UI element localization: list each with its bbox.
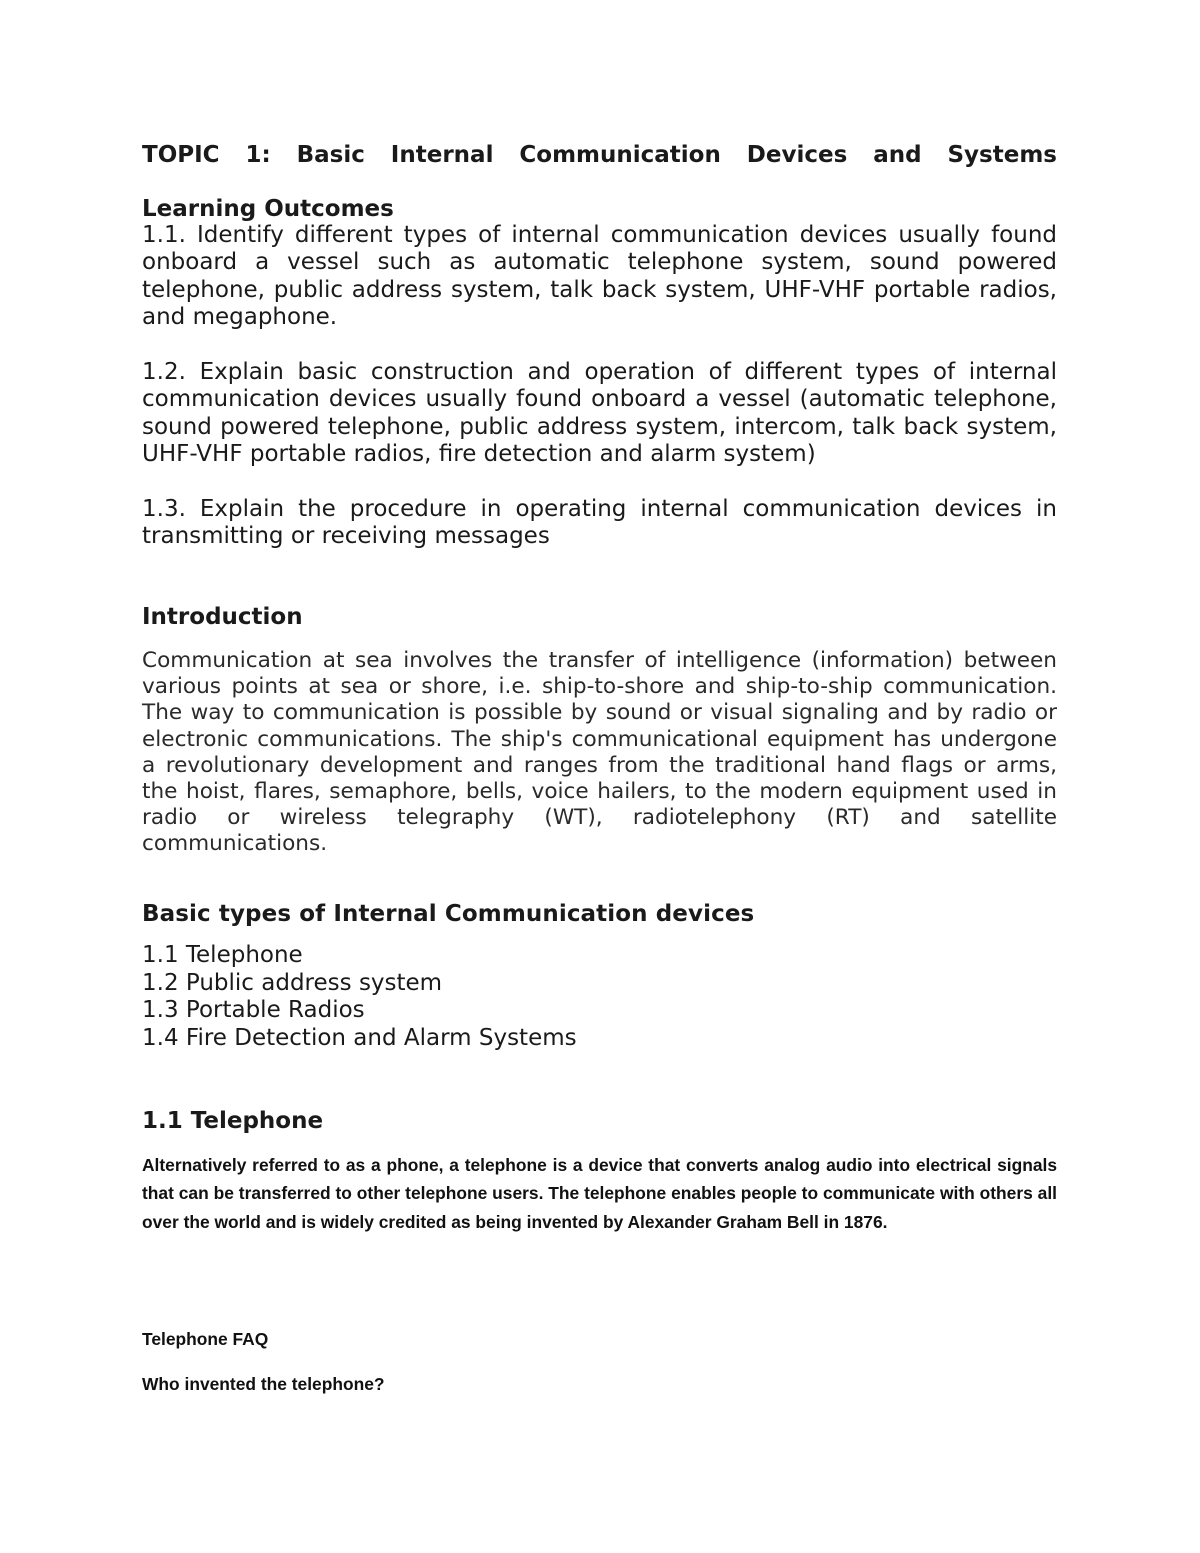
introduction-heading: Introduction (142, 604, 303, 630)
basic-types-heading: Basic types of Internal Communication devices (142, 901, 755, 927)
list-item: 1.1 Telephone (142, 942, 303, 968)
list-item: 1.3 Portable Radios (142, 997, 365, 1023)
learning-outcome-2: 1.2. Explain basic construction and operation of different types of internal communication devices usually found onboard a vessel (automatic telephone, sound powered telephone, public address system, intercom, talk back system, UHF-VHF portable radios, fire detection and alarm system) (142, 359, 1057, 467)
learning-outcomes-heading: Learning Outcomes (142, 196, 394, 222)
telephone-paragraph: Alternatively referred to as a phone, a telephone is a device that converts analog audio into electrical signals that can be transferred to other telephone users. The telephone enables people to communicate with others all over the world and is widely credited as being invented by Alexander Graham Bell in 1876. (142, 1155, 1057, 1232)
learning-outcome-1: 1.1. Identify different types of internal communication devices usually found onboard a vessel such as automatic telephone system, sound powered telephone, public address system, talk back system, UHF-VHF portable radios, and megaphone. (142, 222, 1057, 330)
list-item: 1.2 Public address system (142, 969, 443, 996)
learning-outcome-3: 1.3. Explain the procedure in operating internal communication devices in transmitting or receiving messages (142, 496, 1057, 550)
list-item: 1.4 Fire Detection and Alarm Systems (142, 1024, 577, 1051)
document-title: TOPIC 1: Basic Internal Communication Devices and Systems (142, 142, 1057, 168)
basic-types-list (142, 942, 1057, 1052)
telephone-faq-heading: Telephone FAQ (142, 1329, 269, 1349)
telephone-heading: 1.1 Telephone (142, 1108, 324, 1134)
introduction-paragraph: Communication at sea involves the transfer of intelligence (information) between various points at sea or shore, i.e. ship-to-shore and ship-to-ship communication. The way to communication is possible by sound or visual signaling and by radio or electronic communications. The ship's communicational equipment has undergone a revolutionary development and ranges from the traditional hand flags or arms, the hoist, flares, semaphore, bells, voice hailers, to the modern equipment used in radio or wireless telegraphy (WT), radiotelephony (RT) and satellite communications. (142, 648, 1057, 857)
telephone-faq-question: Who invented the telephone? (142, 1374, 385, 1394)
